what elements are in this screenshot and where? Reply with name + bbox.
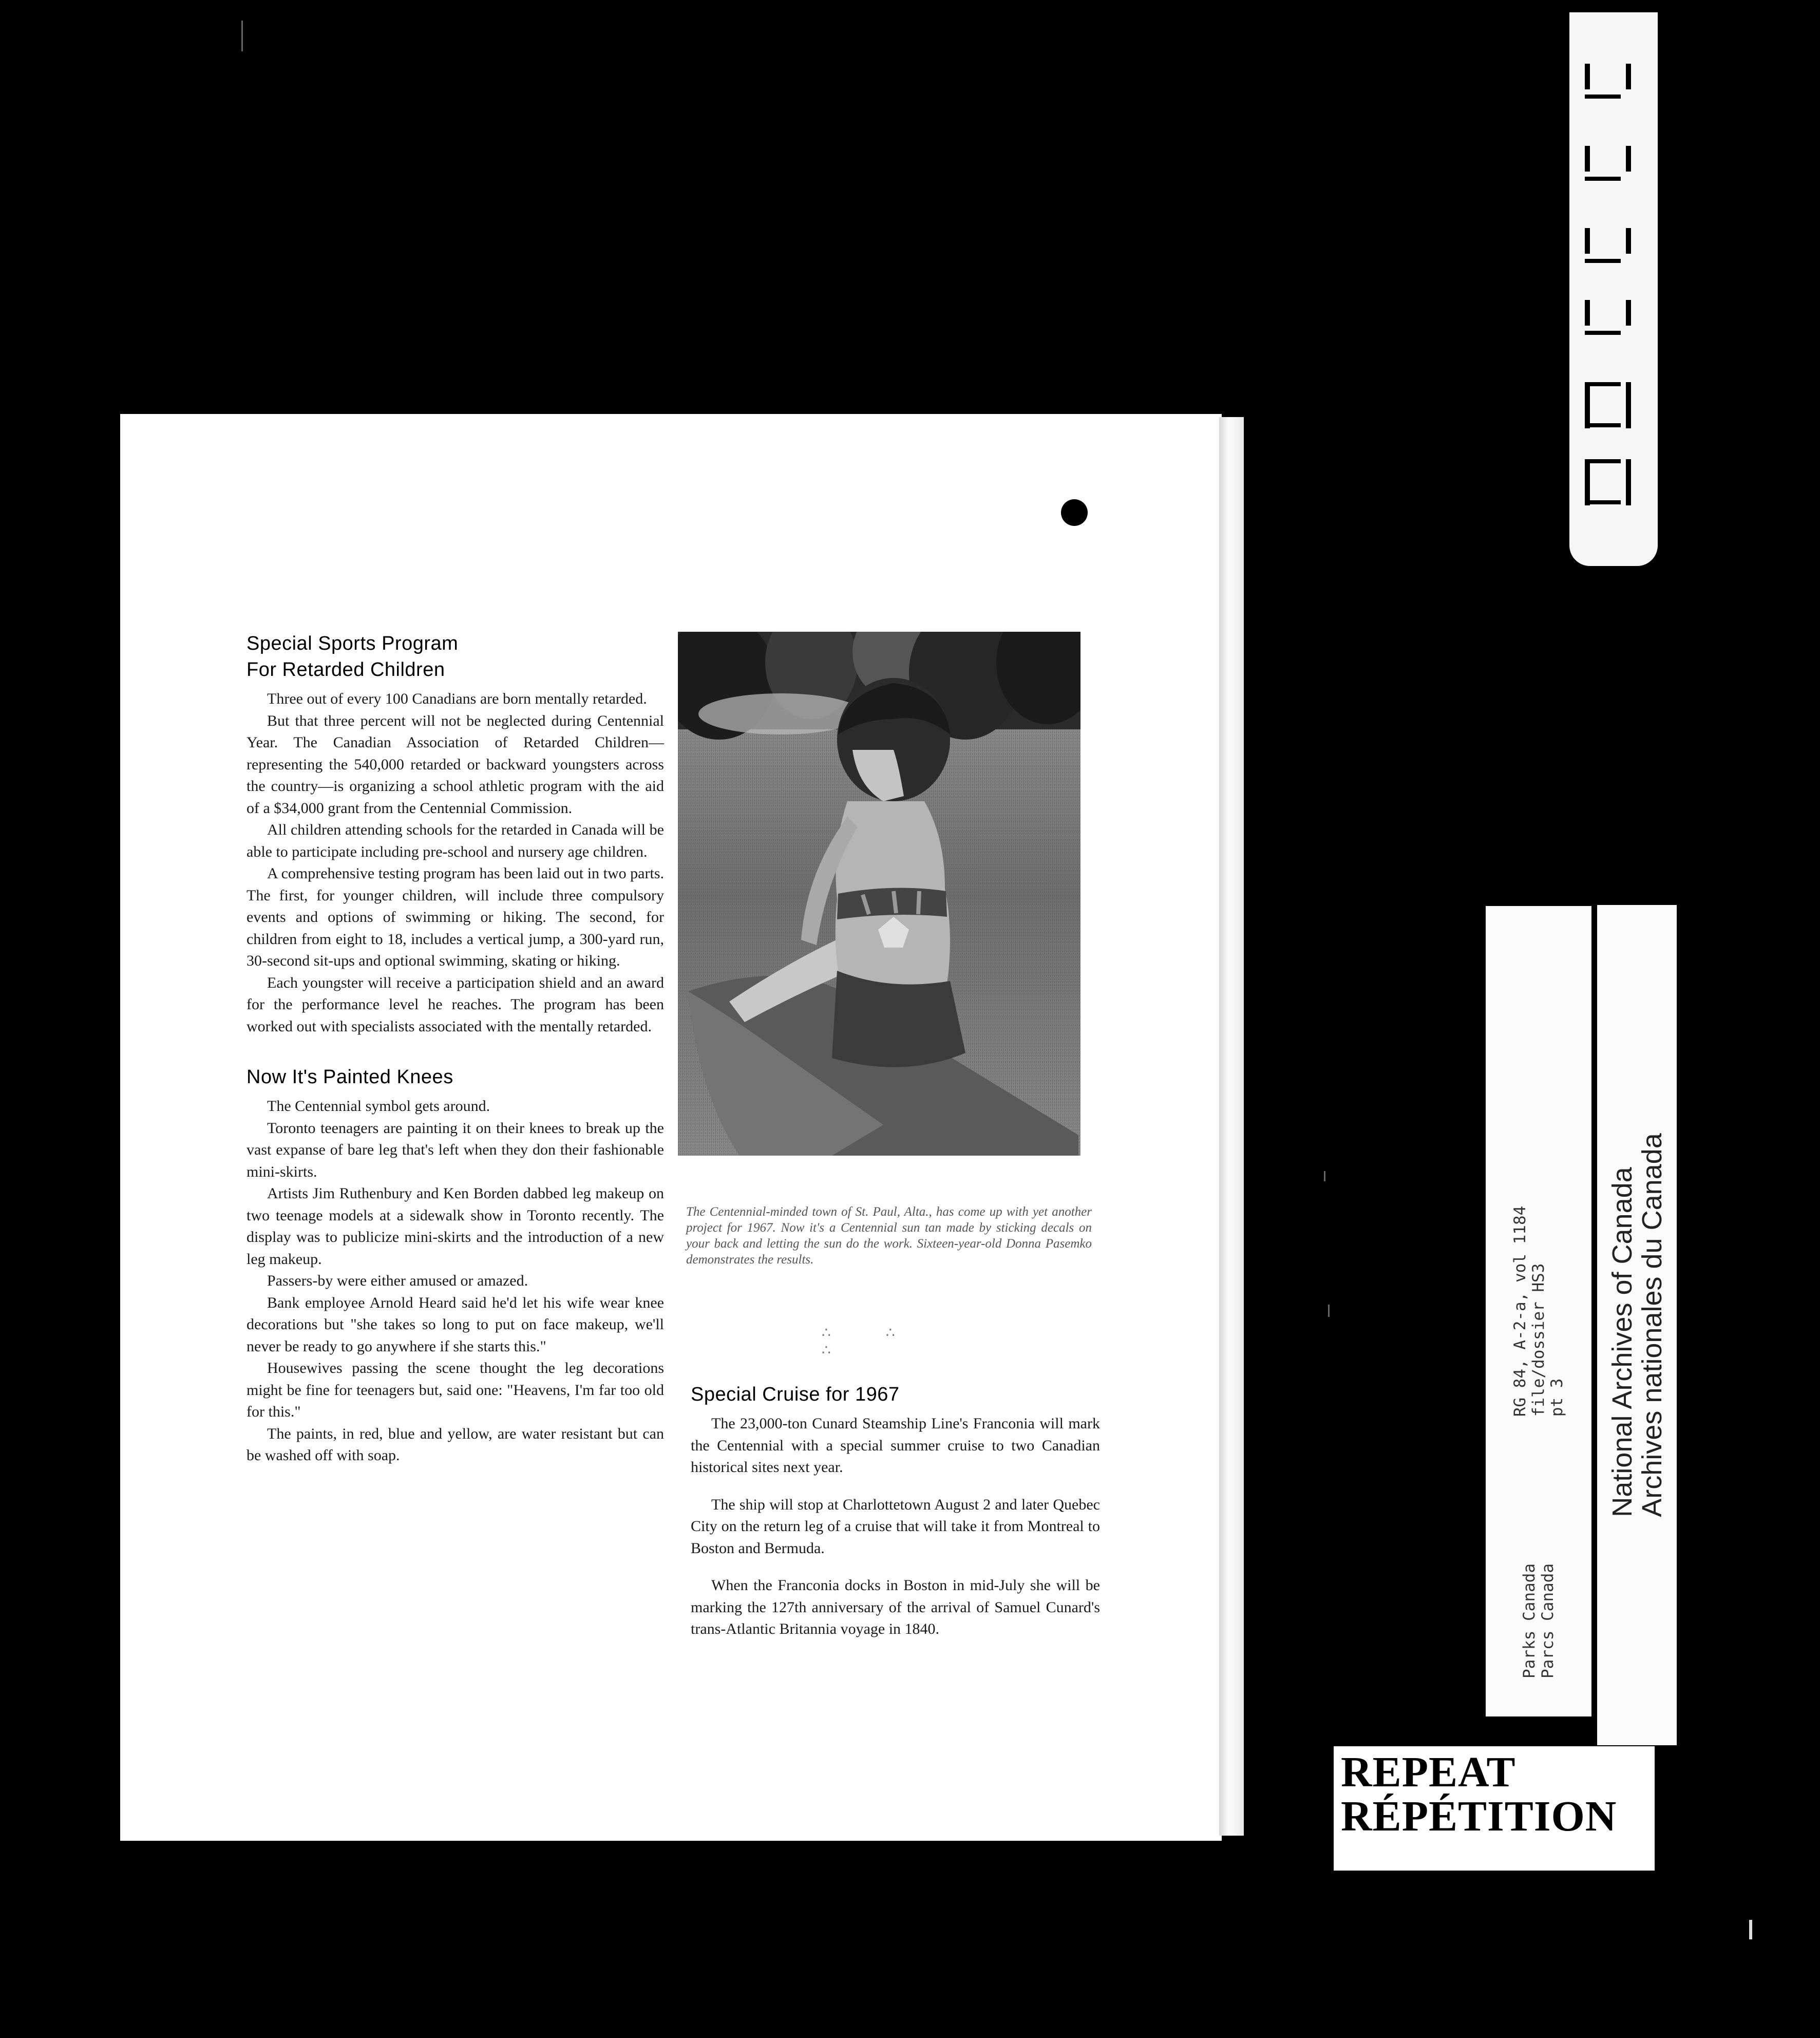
article1-paragraph: A comprehensive testing program has been laid out in two parts. The first, for younger children, will include three compulsory events and options of swimming or hiking. The second, for children from eight to 18, includes a vertical jump, a 300-yard run, 30-second sit-ups and optional swimming, skating or hiking. bbox=[247, 865, 664, 969]
film-mark bbox=[1749, 1920, 1752, 1939]
frame-number-strip bbox=[1569, 12, 1658, 566]
article1-paragraph: Three out of every 100 Canadians are born mentally retarded. bbox=[267, 690, 647, 707]
article2-paragraph: Passers-by were either amused or amazed. bbox=[267, 1272, 528, 1289]
archives-name-en: National Archives of Canada bbox=[1606, 1167, 1638, 1517]
punch-hole bbox=[1061, 499, 1088, 526]
photo-caption: The Centennial-minded town of St. Paul, Alta., has come up with yet another project for 1967. Now it's a Centennial sun tan made by sticking decals on your back and letting the sun do the work. Sixteen-year-old Donna Pasemko demonstrates the results. bbox=[686, 1205, 1092, 1267]
repeat-label-fr: RÉPÉTITION bbox=[1341, 1792, 1617, 1840]
film-scratch bbox=[1324, 1171, 1325, 1181]
frame-number-glyphs bbox=[1569, 12, 1658, 566]
reference-line: file/dossier HS3 bbox=[1529, 1263, 1548, 1417]
article3-paragraph: The ship will stop at Charlottetown August 2 and later Quebec City on the return leg of a cruise that will take it from Montreal to Boston and Bermuda. bbox=[691, 1496, 1100, 1557]
article1-paragraph: Each youngster will receive a participation shield and an award for the performance level he reaches. The program has been worked out with specialists associated with the mentally retarded. bbox=[247, 974, 664, 1035]
article2-paragraph: The paints, in red, blue and yellow, are water resistant but can be washed off with soap. bbox=[247, 1425, 664, 1464]
article1-paragraph: But that three percent will not be neglected during Centennial Year. The Canadian Association of Retarded Children—representing the 540,000 retarded or backward youngsters across the country—is organizing a school athletic program with the aid of a $34,000 grant from the Centennial Commission. bbox=[247, 712, 664, 817]
photo-sunbathing-girl bbox=[678, 632, 1080, 1156]
article2-paragraph: Housewives passing the scene thought the leg decorations might be fine for teenagers but, said one: "Heavens, I'm far too old for this." bbox=[247, 1360, 664, 1420]
article2-heading: Now It's Painted Knees bbox=[247, 1066, 453, 1088]
article2-paragraph: Bank employee Arnold Heard said he'd let his wife wear knee decorations but "she takes so long to put on face makeup, we'll never be ready to go anywhere if she starts this." bbox=[247, 1294, 664, 1355]
section-separator: ∴ ∴ ∴ bbox=[822, 1325, 921, 1358]
reference-line: pt 3 bbox=[1548, 1378, 1566, 1417]
photo-illustration bbox=[678, 632, 1080, 1156]
right-column bbox=[691, 1382, 1100, 1640]
archives-name-fr: Archives nationales du Canada bbox=[1636, 1133, 1667, 1517]
agency-name-fr: Parcs Canada bbox=[1539, 1563, 1557, 1678]
repeat-stamp bbox=[1334, 1746, 1655, 1871]
page-edge bbox=[1219, 417, 1244, 1836]
article3-heading: Special Cruise for 1967 bbox=[691, 1384, 900, 1405]
article2-paragraph: The Centennial symbol gets around. bbox=[267, 1098, 490, 1115]
left-column bbox=[247, 631, 664, 1467]
agency-name-en: Parks Canada bbox=[1520, 1563, 1539, 1678]
repeat-label-en: REPEAT bbox=[1341, 1748, 1516, 1796]
film-scratch bbox=[1328, 1305, 1330, 1317]
national-archives-label bbox=[1597, 905, 1677, 1745]
archive-reference-label bbox=[1486, 906, 1591, 1716]
article1-heading: Special Sports Program For Retarded Children bbox=[247, 633, 459, 681]
article2-paragraph: Artists Jim Ruthenbury and Ken Borden dabbed leg makeup on two teenage models at a sidewalk show in Toronto recently. The display was to publicize mini-skirts and the introduction of a new leg makeup. bbox=[247, 1185, 664, 1268]
reference-line: RG 84, A-2-a, vol 1184 bbox=[1511, 1205, 1529, 1417]
article3-paragraph: When the Franconia docks in Boston in mid-July she will be marking the 127th anniversary of the arrival of Samuel Cunard's trans-Atlantic Britannia voyage in 1840. bbox=[691, 1577, 1100, 1637]
film-scratch bbox=[241, 21, 243, 51]
article3-paragraph: The 23,000-ton Cunard Steamship Line's Franconia will mark the Centennial with a special summer cruise to two Canadian historical sites next year. bbox=[691, 1415, 1100, 1476]
article1-paragraph: All children attending schools for the retarded in Canada will be able to participate including pre-school and nursery age children. bbox=[247, 821, 664, 860]
article2-paragraph: Toronto teenagers are painting it on their knees to break up the vast expanse of bare leg that's left when they don their fashionable mini-skirts. bbox=[247, 1119, 664, 1180]
